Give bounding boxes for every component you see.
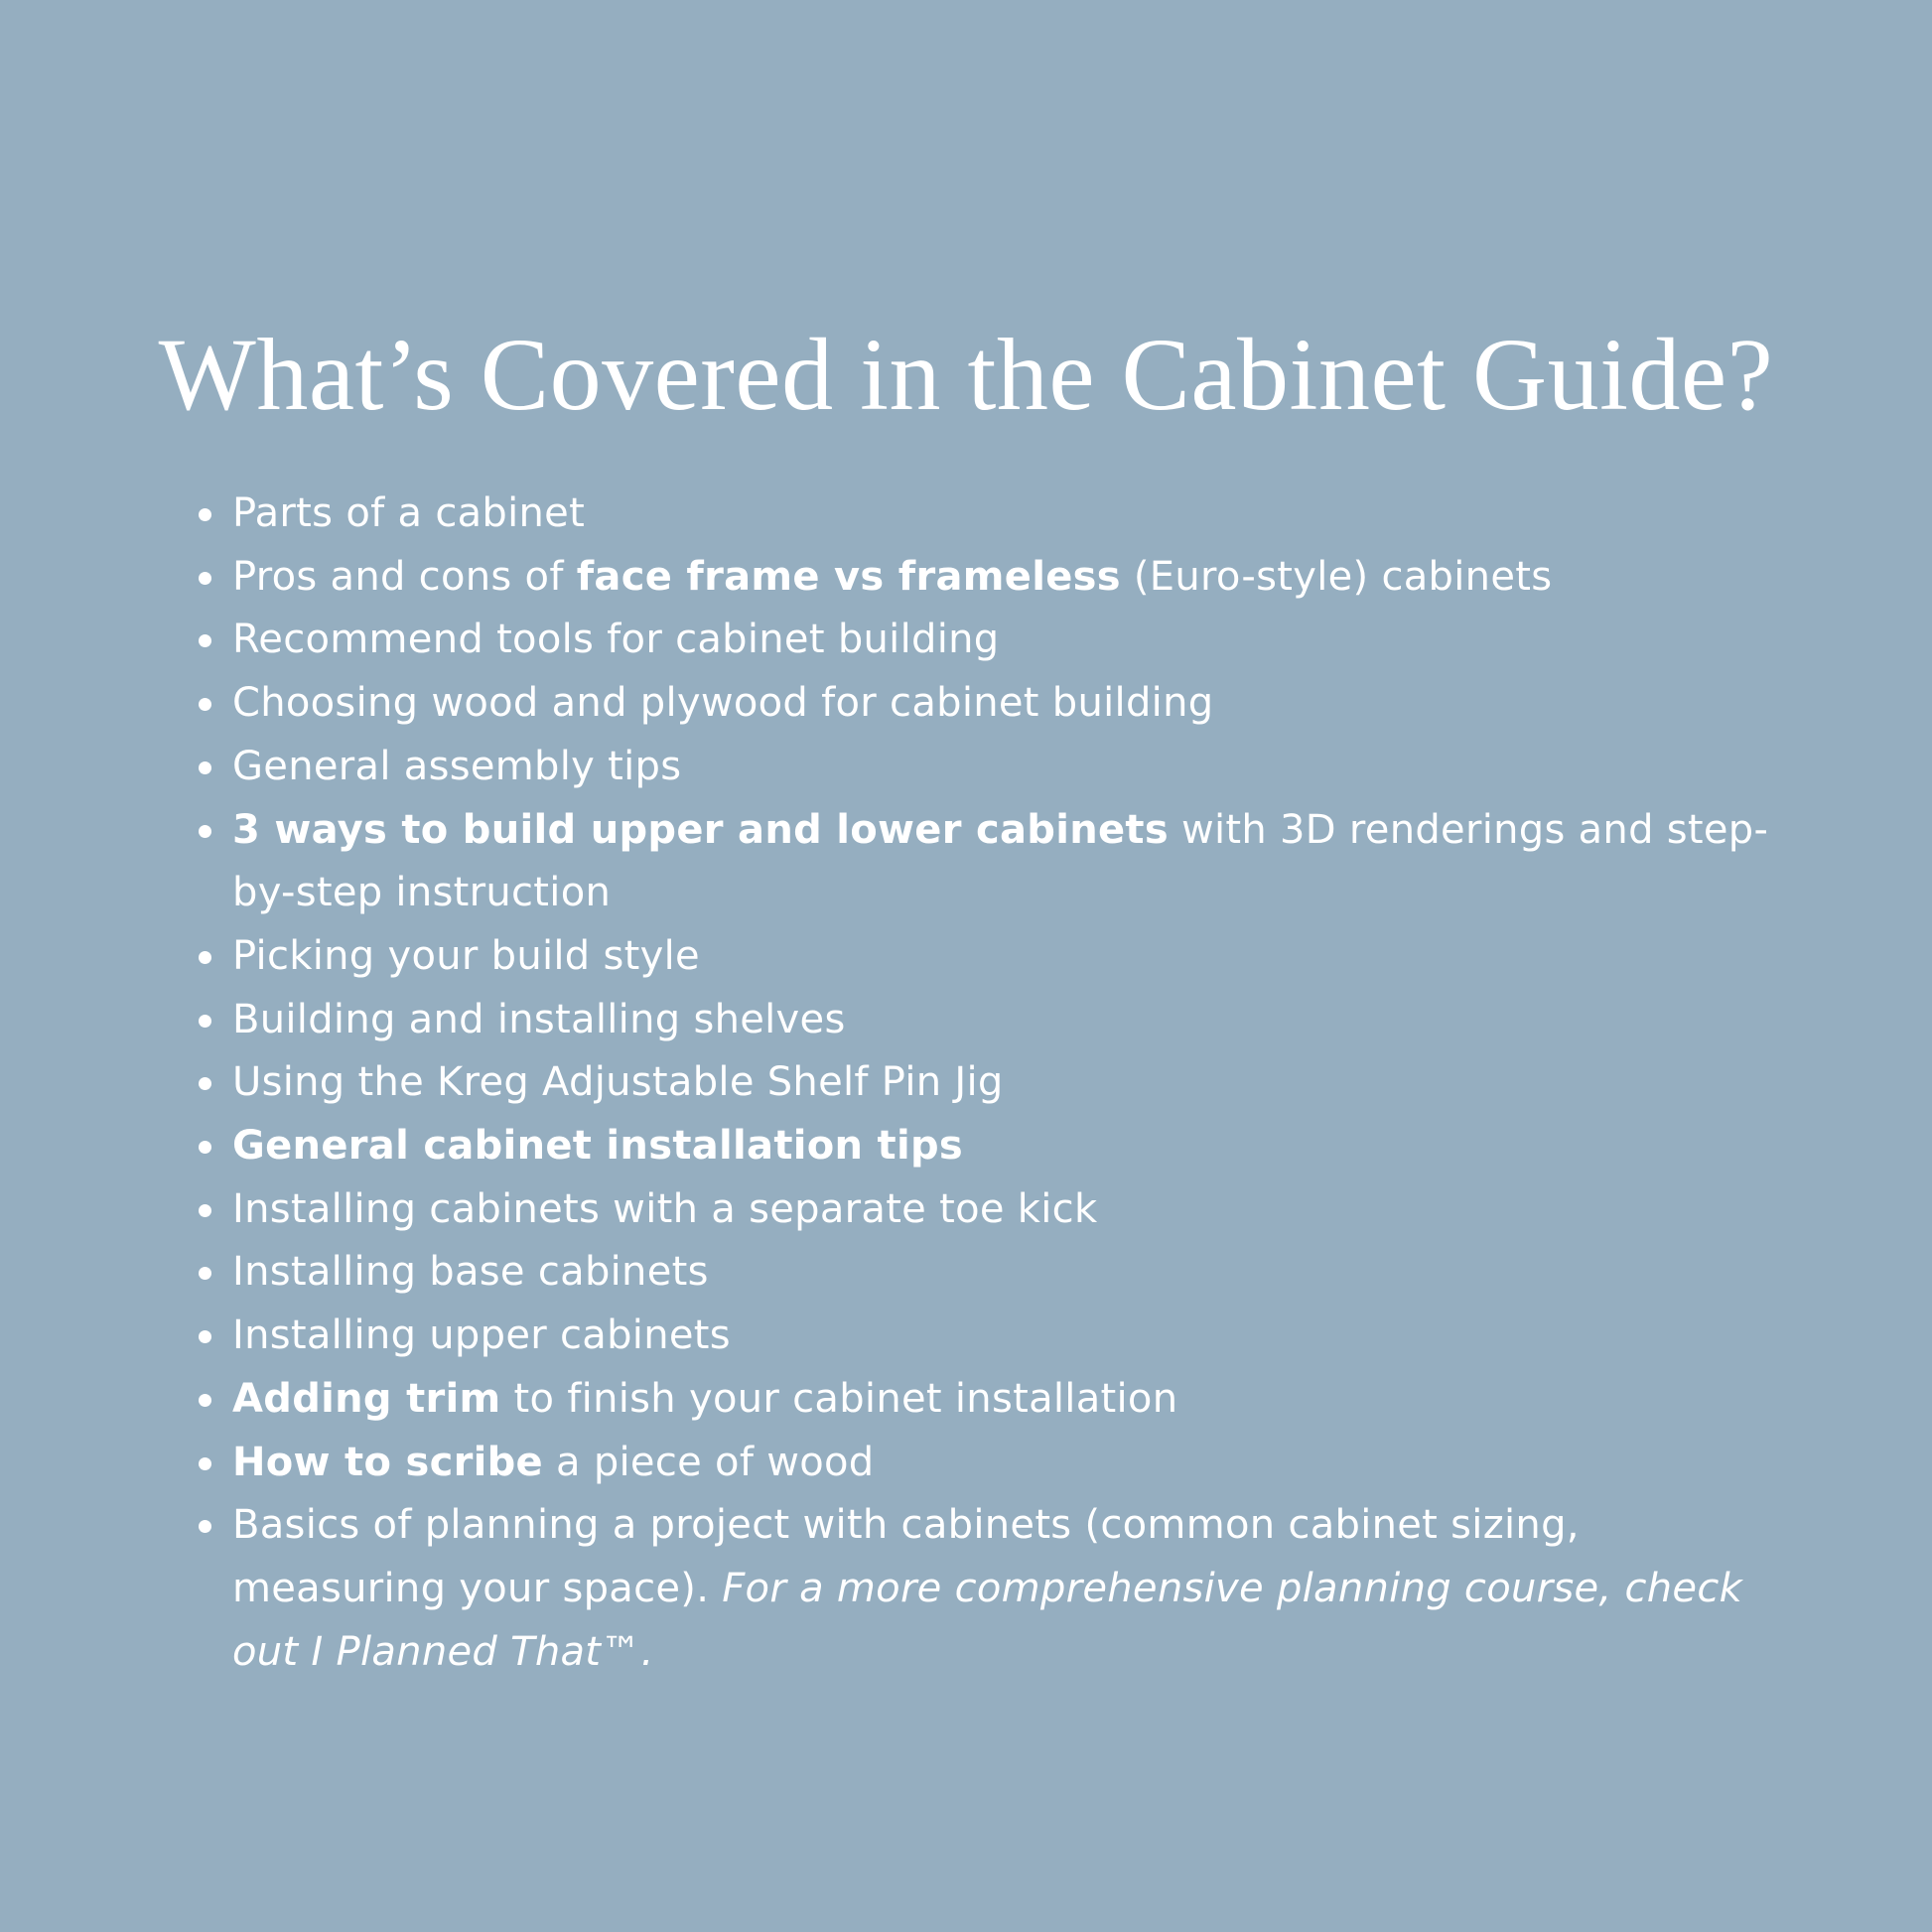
item-text: General assembly tips: [232, 743, 682, 789]
item-text: Installing base cabinets: [232, 1249, 709, 1296]
item-text: Choosing wood and plywood for cabinet building: [232, 680, 1214, 727]
list-item: [195, 1178, 1783, 1242]
list-item: [195, 1368, 1783, 1432]
italic-text: For a more comprehensive planning course, check out I Planned That™.: [232, 1565, 1743, 1675]
item-text: Recommend tools for cabinet building: [232, 617, 1000, 663]
item-text: Parts of a cabinet: [232, 490, 586, 536]
list-item: [195, 546, 1783, 610]
item-text: Picking your build style: [232, 932, 700, 979]
item-text: Building and installing shelves: [232, 996, 846, 1042]
item-text: a piece of wood: [542, 1439, 875, 1485]
item-text: Pros and cons of: [232, 553, 577, 600]
list-item: [195, 672, 1783, 736]
list-item: [195, 609, 1783, 672]
item-text: to finish your cabinet installation: [500, 1375, 1178, 1422]
list-item: [195, 1051, 1783, 1115]
list-item: [195, 925, 1783, 989]
item-text: (Euro-style) cabinets: [1120, 553, 1553, 600]
item-text: Installing cabinets with a separate toe kick: [232, 1185, 1098, 1232]
item-text: with 3D renderings and step-by-step instruction: [232, 806, 1769, 916]
bold-text: 3 ways to build upper and lower cabinets: [232, 806, 1169, 853]
bold-text: How to scribe: [232, 1439, 543, 1485]
bold-text: General cabinet installation tips: [232, 1123, 964, 1170]
item-text: Basics of planning a project with cabinets (common cabinet sizing, measuring your space).: [232, 1502, 1580, 1611]
list-item: [195, 799, 1783, 925]
bold-text: Adding trim: [232, 1375, 501, 1422]
list-item: [195, 1241, 1783, 1305]
page-title: What’s Covered in the Cabinet Guide?: [158, 318, 1774, 432]
covered-topics-list: [195, 483, 1783, 1684]
list-item: [195, 989, 1783, 1052]
bold-text: face frame vs frameless: [576, 553, 1121, 600]
list-item: [195, 1432, 1783, 1495]
item-text: Using the Kreg Adjustable Shelf Pin Jig: [232, 1059, 1004, 1106]
list-item: [195, 1305, 1783, 1368]
item-text: Installing upper cabinets: [232, 1312, 731, 1359]
list-item: [195, 1115, 1783, 1178]
list-item: [195, 736, 1783, 799]
list-item: [195, 1494, 1783, 1684]
list-item: [195, 483, 1783, 546]
